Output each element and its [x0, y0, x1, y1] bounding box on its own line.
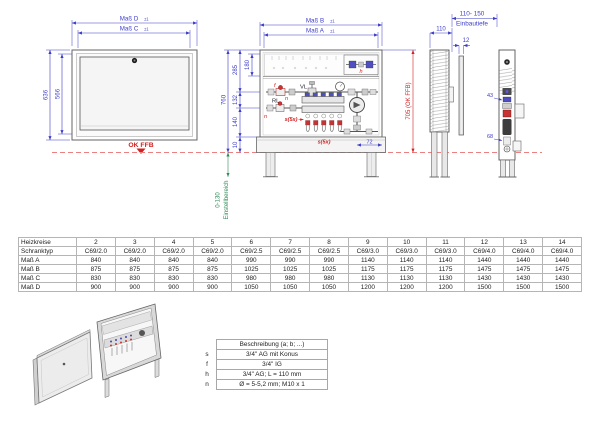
row-label: Maß A: [19, 256, 77, 265]
table-cell: 1175: [387, 265, 426, 274]
table-cell: 1440: [465, 256, 504, 265]
adjust-range-label: 0-130: [215, 192, 222, 208]
dim-mass-a-label: Maß A: [306, 27, 324, 35]
table-cell: 840: [77, 256, 116, 265]
table-cell: 11: [426, 238, 465, 247]
table-cell: 1500: [465, 283, 504, 292]
table-cell: 900: [193, 283, 232, 292]
row-label: Maß B: [19, 265, 77, 274]
dim-566-label: 566: [54, 88, 62, 100]
table-cell: 1475: [543, 265, 582, 274]
table-cell: 12: [465, 238, 504, 247]
annotation-f: f: [274, 83, 276, 89]
table-cell: 1430: [465, 274, 504, 283]
legend-key: h: [205, 371, 209, 378]
cabinet-iso: [97, 304, 161, 398]
table-cell: 1200: [348, 283, 387, 292]
dim-10-label: 10: [233, 141, 239, 149]
table-cell: 1130: [426, 274, 465, 283]
table-cell: 830: [115, 274, 154, 283]
legend-table: [198, 339, 328, 390]
ok-ffb-label: OK FFB: [128, 142, 154, 149]
side-view-empty: [430, 50, 464, 177]
annotation-s5x-bottom: s(5x): [317, 139, 331, 146]
legend-row: [198, 360, 328, 370]
table-cell: 990: [271, 256, 310, 265]
dim-mass-c-label: Maß C: [119, 25, 139, 33]
table-cell: 3: [115, 238, 154, 247]
dim-760-label: 760: [220, 94, 228, 106]
table-row: [19, 283, 582, 292]
table-row: [19, 256, 582, 265]
table-cell: 1050: [232, 283, 271, 292]
dim-43-label: 43: [486, 93, 494, 99]
table-cell: 1475: [504, 265, 543, 274]
table-cell: 980: [271, 274, 310, 283]
table-cell: 980: [310, 274, 349, 283]
legend-key: f: [206, 361, 208, 368]
depth-range-label: 110- 150: [459, 10, 485, 18]
table-cell: 7: [271, 238, 310, 247]
dim-285-label: 285: [233, 64, 239, 76]
table-cell: 875: [115, 265, 154, 274]
size-table-body: [19, 238, 582, 292]
table-cell: C69/4.0: [504, 247, 543, 256]
adjustable-legs: [263, 153, 379, 177]
row-label: Schranktyp: [19, 247, 77, 256]
table-cell: 1500: [504, 283, 543, 292]
table-cell: C69/4.0: [543, 247, 582, 256]
table-cell: 4: [154, 238, 193, 247]
dim-12-label: 12: [462, 38, 470, 44]
side-view-assembled: [487, 50, 524, 177]
door-iso: [33, 330, 92, 406]
table-cell: 900: [77, 283, 116, 292]
connection-set: [344, 55, 378, 75]
table-cell: C69/2.0: [115, 247, 154, 256]
row-label: Maß D: [19, 283, 77, 292]
row-label: Maß C: [19, 274, 77, 283]
vl-label: VL: [300, 84, 308, 91]
front-view: [43, 16, 198, 155]
table-cell: 1140: [348, 256, 387, 265]
table-cell: 840: [193, 256, 232, 265]
table-cell: 900: [115, 283, 154, 292]
row-label: Heizkreise: [19, 238, 77, 247]
table-cell: 14: [543, 238, 582, 247]
table-cell: 875: [193, 265, 232, 274]
table-cell: 6: [232, 238, 271, 247]
table-cell: C69/2.0: [154, 247, 193, 256]
table-cell: 1025: [232, 265, 271, 274]
dim-mass-d-tolerance: ±1: [144, 16, 149, 22]
table-cell: C69/2.5: [271, 247, 310, 256]
table-cell: 1430: [504, 274, 543, 283]
annotation-n-rl: n: [264, 114, 268, 120]
table-cell: 830: [154, 274, 193, 283]
table-cell: 1475: [465, 265, 504, 274]
table-cell: C69/4.0: [465, 247, 504, 256]
table-cell: 8: [310, 238, 349, 247]
side-views: [430, 11, 525, 178]
dim-180-label: 180: [245, 59, 251, 71]
table-cell: C69/2.5: [232, 247, 271, 256]
table-cell: 830: [193, 274, 232, 283]
cabinet-door: [80, 57, 189, 130]
legend-row: [198, 350, 328, 360]
legend-key: s: [205, 351, 209, 358]
legend-text: 3/4" AG; L = 110 mm: [217, 370, 328, 380]
table-cell: 13: [504, 238, 543, 247]
adjust-range-text: Einstellbereich: [224, 180, 230, 220]
table-cell: C69/3.0: [426, 247, 465, 256]
table-cell: 1430: [543, 274, 582, 283]
table-cell: C69/2.0: [77, 247, 116, 256]
table-row: [19, 247, 582, 256]
table-cell: C69/2.0: [193, 247, 232, 256]
table-cell: 1130: [387, 274, 426, 283]
dim-68-label: 68: [486, 134, 494, 140]
depth-text-label: Einbautiefe: [456, 20, 488, 28]
table-cell: 830: [77, 274, 116, 283]
table-cell: 1140: [426, 256, 465, 265]
size-table: [18, 237, 582, 292]
annotation-h: h: [359, 69, 363, 75]
table-cell: 5: [193, 238, 232, 247]
table-cell: 10: [387, 238, 426, 247]
table-cell: 1200: [426, 283, 465, 292]
table-cell: 1025: [271, 265, 310, 274]
table-cell: 1050: [310, 283, 349, 292]
table-cell: 990: [232, 256, 271, 265]
dim-705-label: 705 (OK FFB): [406, 82, 412, 120]
table-row: [19, 238, 582, 247]
table-cell: 1200: [387, 283, 426, 292]
legend-text: 3/4" IG: [217, 360, 328, 370]
table-cell: 840: [115, 256, 154, 265]
table-cell: 1130: [348, 274, 387, 283]
table-cell: 1500: [543, 283, 582, 292]
table-cell: C69/3.0: [348, 247, 387, 256]
legend-row: [198, 380, 328, 390]
table-row: [19, 274, 582, 283]
dim-mass-b-label: Maß B: [305, 17, 325, 25]
table-cell: C69/2.5: [310, 247, 349, 256]
table-cell: 875: [77, 265, 116, 274]
annotation-s5x-mid: s(5x): [284, 117, 298, 123]
legend-text: 3/4" AG mit Konus: [217, 350, 328, 360]
rl-label: RL: [272, 98, 280, 105]
table-cell: C69/3.0: [387, 247, 426, 256]
table-cell: 1440: [543, 256, 582, 265]
table-cell: 990: [310, 256, 349, 265]
dim-mass-b-tolerance: ±1: [330, 18, 335, 24]
floor-arrow: [137, 149, 146, 155]
table-cell: 9: [348, 238, 387, 247]
open-view: [216, 18, 417, 220]
table-cell: 840: [154, 256, 193, 265]
legend-header: Beschreibung (a; b; ...): [217, 340, 328, 350]
dim-mass-a-tolerance: ±1: [330, 28, 335, 34]
table-cell: 1440: [504, 256, 543, 265]
table-cell: 1175: [426, 265, 465, 274]
dim-mass-c-tolerance: ±1: [144, 26, 149, 32]
dim-110-label: 110: [436, 26, 446, 33]
table-cell: 1025: [310, 265, 349, 274]
dim-140-label: 140: [233, 116, 239, 128]
table-cell: 875: [154, 265, 193, 274]
dim-72-label: 72: [366, 139, 373, 146]
legend-key: n: [205, 381, 209, 388]
table-cell: 980: [232, 274, 271, 283]
dim-mass-d-label: Maß D: [119, 15, 139, 23]
product-pictures: [15, 300, 205, 422]
dim-132-label: 132: [233, 94, 239, 106]
dim-636-label: 636: [42, 89, 50, 101]
table-cell: 1140: [387, 256, 426, 265]
table-cell: 1175: [348, 265, 387, 274]
annotation-n-vl: n: [285, 96, 289, 102]
table-cell: 2: [77, 238, 116, 247]
legend-text: Ø = 5-5,2 mm; M10 x 1: [217, 380, 328, 390]
table-row: [19, 265, 582, 274]
legend-row: [198, 370, 328, 380]
legend-header-row: [198, 340, 328, 350]
table-cell: 900: [154, 283, 193, 292]
table-cell: 1050: [271, 283, 310, 292]
